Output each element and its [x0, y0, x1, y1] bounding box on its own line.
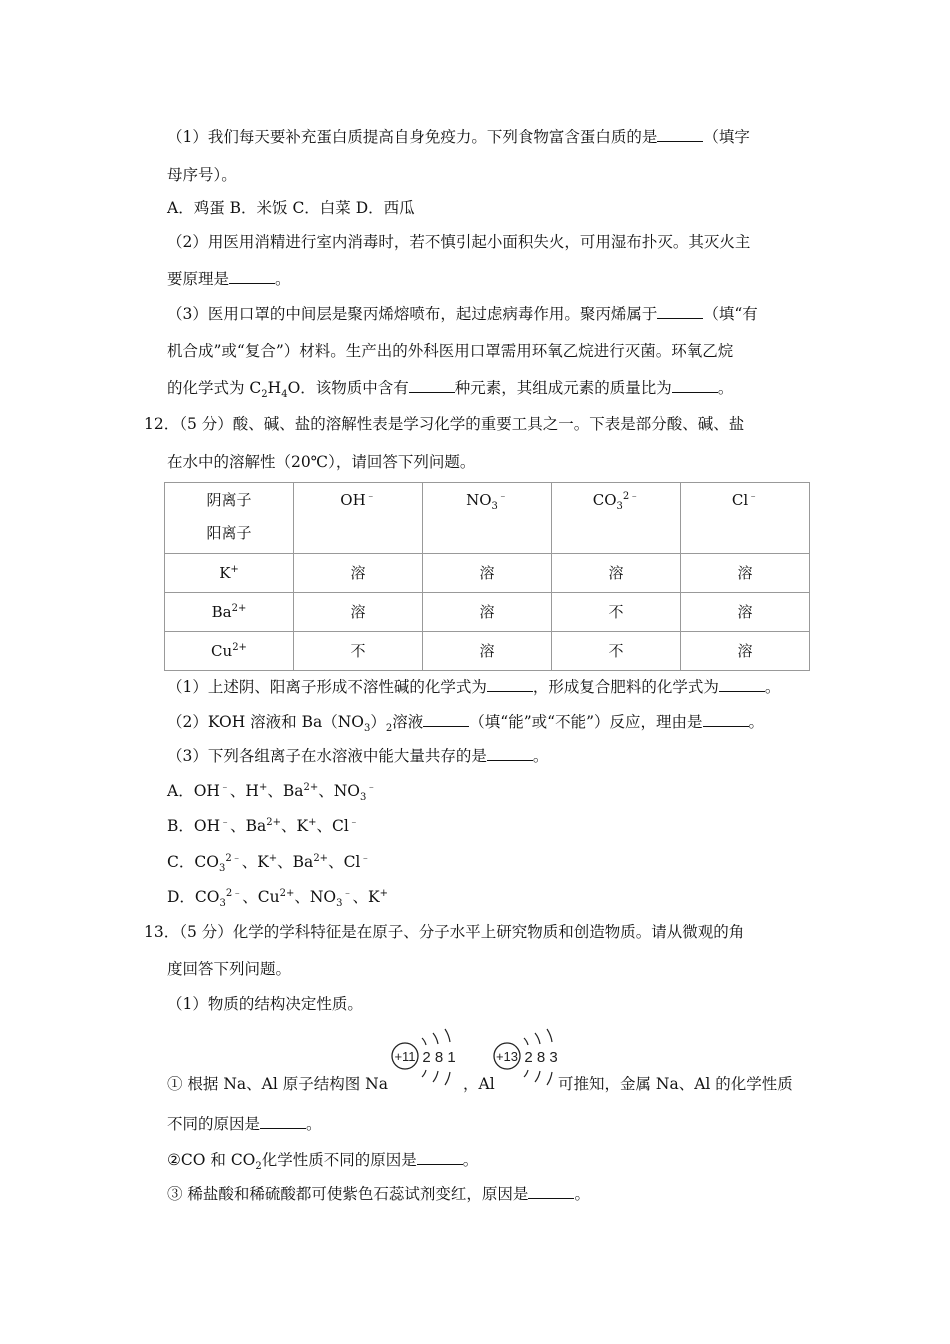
q12-s2: （2）KOH 溶液和 $Ba(NO_3)_2$溶液 （填“能”或“不能”）反应，理由是 。 [167, 713, 765, 735]
answer-blank[interactable] [260, 1113, 306, 1129]
q11-p1-options: A．鸡蛋 B．米饭 C．白菜 D．西瓜 [167, 199, 415, 217]
table-cell: 溶 [681, 554, 810, 593]
anion-no3: $NO_3^﹣$ [423, 483, 552, 554]
q11-p2-line2: 要原理是 。 [167, 270, 291, 288]
q13-intro-line1: 13．（5 分）化学的学科特征是在原子、分子水平上研究物质和创造物质。请从微观的角 [144, 923, 745, 941]
q12-s1: （1）上述阴、阳离子形成不溶性碱的化学式为 ，形成复合肥料的化学式为 。 [167, 678, 781, 696]
answer-blank[interactable] [672, 377, 718, 393]
cation-k: K+ [165, 554, 294, 593]
cation-ba: $Ba^{2+}$ [165, 593, 294, 632]
al-atom-diagram [490, 1022, 562, 1086]
answer-blank[interactable] [417, 1149, 463, 1165]
answer-blank[interactable] [229, 268, 275, 284]
answer-blank[interactable] [657, 126, 703, 142]
answer-blank[interactable] [703, 711, 749, 727]
answer-blank[interactable] [657, 303, 703, 319]
q11-p1-line2: 母序号）。 [167, 166, 237, 184]
table-cell: 不 [294, 632, 423, 671]
na-atom-diagram [388, 1022, 460, 1086]
q13-intro-line2: 度回答下列问题。 [167, 960, 292, 978]
q12-intro-line1: 12．（5 分）酸、碱、盐的溶解性表是学习化学的重要工具之一。下表是部分酸、碱、盐 [144, 415, 745, 433]
q12-option-d: D．$CO_3^{2﹣}$、$Cu^{2+}$、$NO_3^﹣$、K+ [167, 887, 388, 910]
na-shell-label: 2 8 1 [422, 1049, 456, 1066]
answer-blank[interactable] [528, 1183, 574, 1199]
table-cell: 溶 [294, 554, 423, 593]
q13-c1-al-label: ，Al [463, 1075, 495, 1093]
header-cation: 阳离子 [206, 524, 252, 542]
anion-oh: OH﹣ [294, 483, 423, 554]
table-cell: 溶 [423, 554, 552, 593]
table-cell: 溶 [681, 632, 810, 671]
table-cell: 溶 [423, 593, 552, 632]
al-nucleus-label: +13 [495, 1049, 519, 1064]
answer-blank[interactable] [719, 676, 765, 692]
q13-c2: ②CO 和 $CO_2$化学性质不同的原因是 。 [167, 1151, 479, 1173]
table-cell: 溶 [294, 593, 423, 632]
table-cell: 溶 [681, 593, 810, 632]
q12-s3: （3）下列各组离子在水溶液中能大量共存的是 。 [167, 747, 549, 765]
table-corner-cell [165, 483, 294, 554]
answer-blank[interactable] [423, 711, 469, 727]
q11-p3-line2: 机合成”或“复合”）材料。生产出的外科医用口罩需用环氧乙烷进行灭菌。环氧乙烷 [167, 342, 734, 360]
q13-c1-line2: 不同的原因是 。 [167, 1115, 322, 1133]
q13-s1: （1）物质的结构决定性质。 [167, 995, 363, 1013]
na-nucleus-label: +11 [394, 1049, 416, 1064]
q12-option-c: C．$CO_3^{2﹣}$、K+、$Ba^{2+}$、Cl﹣ [167, 852, 371, 875]
anion-cl: Cl﹣ [681, 483, 810, 554]
cation-cu: $Cu^{2+}$ [165, 632, 294, 671]
table-row [165, 593, 810, 632]
answer-blank[interactable] [487, 745, 533, 761]
solubility-table [164, 482, 810, 671]
table-row [165, 554, 810, 593]
anion-co3: $CO_3^{2﹣}$ [552, 483, 681, 554]
table-cell: 不 [552, 593, 681, 632]
q11-p3-line3: 的化学式为 $C_2H_4O$．该物质中含有 种元素，其组成元素的质量比为 。 [167, 379, 734, 401]
q11-p2-line1: （2）用医用消精进行室内消毒时，若不慎引起小面积失火，可用湿布扑灭。其灭火主 [167, 233, 751, 251]
header-anion: 阴离子 [206, 491, 252, 509]
q11-p1-line1: （1）我们每天要补充蛋白质提高自身免疫力。下列食物富含蛋白质的是 （填字 [167, 128, 750, 146]
q11-p3-line1: （3）医用口罩的中间层是聚丙烯熔喷布，起过虑病毒作用。聚丙烯属于 （填“有 [167, 305, 758, 323]
table-cell: 不 [552, 632, 681, 671]
q12-option-b: B．OH﹣、$Ba^{2+}$、K+、Cl﹣ [167, 816, 359, 835]
al-shell-label: 2 8 3 [524, 1049, 558, 1066]
table-cell: 溶 [552, 554, 681, 593]
answer-blank[interactable] [409, 377, 455, 393]
answer-blank[interactable] [487, 676, 533, 692]
q13-c1-line1-tail: 可推知，金属 Na、Al 的化学性质 [558, 1075, 793, 1093]
table-cell: 溶 [423, 632, 552, 671]
q13-c3: ③ 稀盐酸和稀硫酸都可使紫色石蕊试剂变红，原因是 。 [167, 1185, 590, 1203]
q12-option-a: A．OH﹣、H+、$Ba^{2+}$、$NO_3^﹣$ [167, 781, 377, 804]
q13-c1-line1: ① 根据 Na、Al 原子结构图 Na [167, 1075, 388, 1093]
table-row [165, 632, 810, 671]
q12-intro-line2: 在水中的溶解性（20℃），请回答下列问题。 [167, 453, 476, 471]
table-header-row [165, 483, 810, 554]
